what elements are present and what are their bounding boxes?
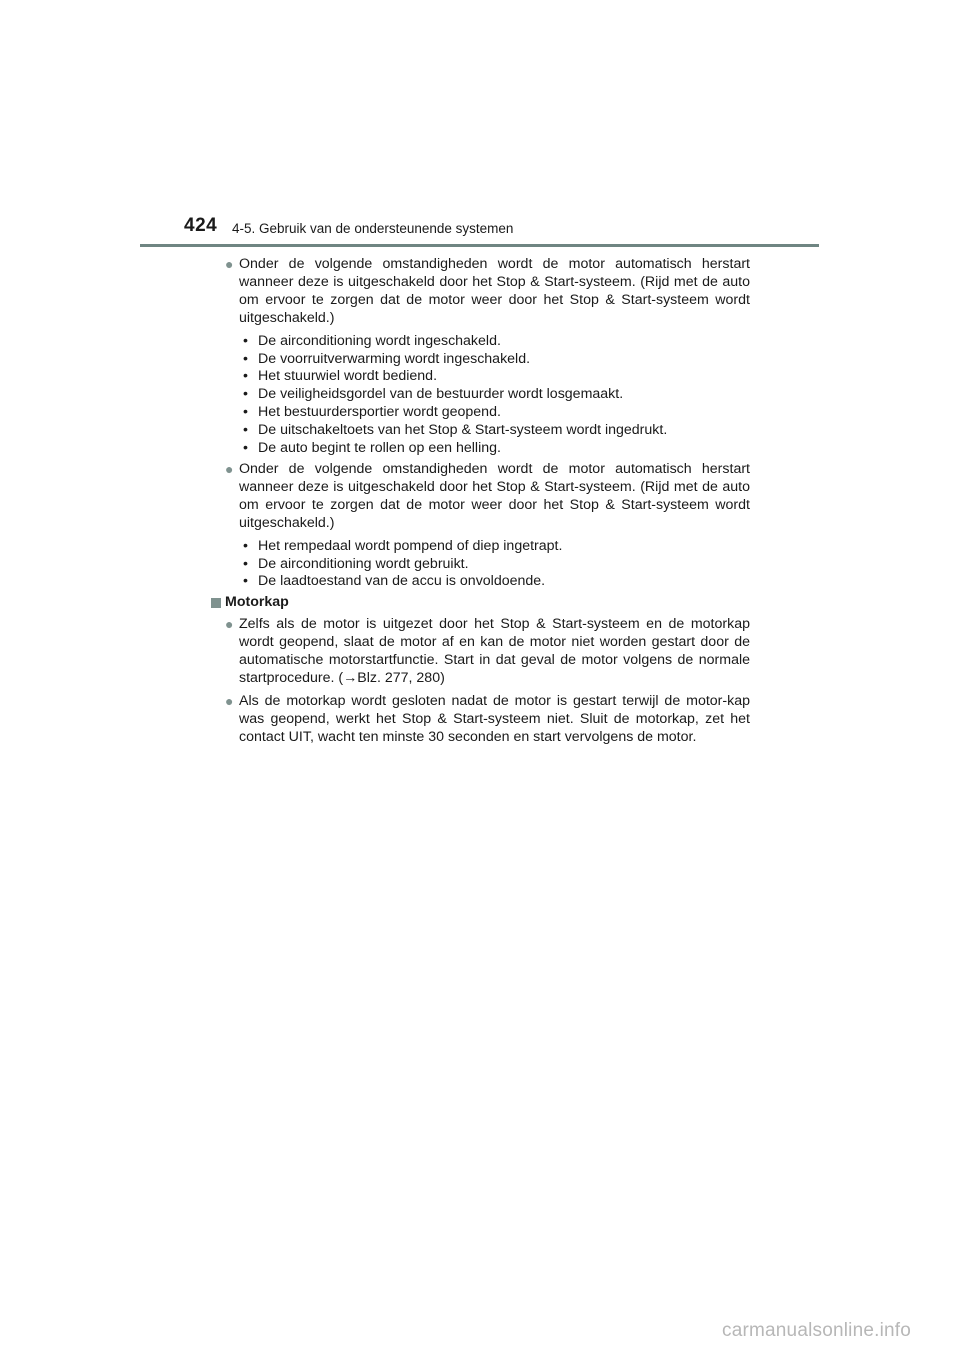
restart-conditions-list	[239, 538, 750, 592]
dot-bullet-icon: •	[243, 573, 248, 590]
list-item: • De voorruitverwarming wordt ingeschakeld.	[243, 350, 531, 367]
dot-bullet-icon: •	[243, 332, 248, 349]
circle-bullet-icon: ●	[225, 692, 234, 709]
list-item: • Het bestuurdersportier wordt geopend.	[243, 404, 501, 421]
list-item: • De veiligheidsgordel van de bestuurder wordt losgemaakt.	[243, 386, 624, 403]
watermark: carmanualsonline.info	[722, 1320, 912, 1341]
dot-bullet-icon: •	[243, 555, 248, 572]
condition-paragraph	[210, 461, 750, 533]
condition-paragraph	[210, 256, 750, 328]
list-item: • De airconditioning wordt gebruikt.	[243, 555, 469, 572]
paragraph-text: Zelfs als de motor is uitgezet door het Stop & Start-systeem en de motorkap wordt geopend, slaat de motor af en kan de motor niet worden gestart door de automatische motorstartfunctie. Start in dat geval de motor volgens de normale startprocedure. (→Blz. 277, 280)	[239, 616, 750, 686]
section-title: 4-5. Gebruik van de ondersteunende systemen	[232, 221, 514, 236]
dot-bullet-icon: •	[243, 440, 248, 457]
list-item: • De airconditioning wordt ingeschakeld.	[243, 332, 501, 349]
list-item: • De uitschakeltoets van het Stop & Start-systeem wordt ingedrukt.	[243, 422, 668, 439]
list-item: • De laadtoestand van de accu is onvoldoende.	[243, 573, 546, 590]
list-item: • De auto begint te rollen op een helling.	[243, 440, 501, 457]
dot-bullet-icon: •	[243, 404, 248, 421]
circle-bullet-icon: ●	[225, 616, 234, 633]
heading-text: Motorkap	[225, 594, 289, 611]
paragraph-text: Onder de volgende omstandigheden wordt de motor automatisch herstart wanneer deze is uitgeschakeld door het Stop & Start-systeem. (Rijd met de auto om ervoor te zorgen dat de motor weer door het Stop & Start-systeem wordt uitgeschakeld.)	[239, 460, 750, 531]
page-content	[210, 256, 750, 752]
list-item: • Het rempedaal wordt pompend of diep ingetrapt.	[243, 537, 563, 554]
dot-bullet-icon: •	[243, 537, 248, 554]
dot-bullet-icon: •	[243, 368, 248, 385]
circle-bullet-icon: ●	[225, 256, 234, 272]
page-header	[0, 0, 960, 250]
paragraph-text: Onder de volgende omstandigheden wordt de motor automatisch herstart wanneer deze is uitgeschakeld door het Stop & Start-systeem. (Rijd met de auto om ervoor te zorgen dat de motor weer door het Stop & Start-systeem wordt uitgeschakeld.)	[239, 256, 750, 326]
circle-bullet-icon: ●	[225, 460, 234, 477]
motorkap-paragraph	[210, 693, 750, 747]
dot-bullet-icon: •	[243, 422, 248, 439]
page-number: 424	[184, 215, 218, 236]
dot-bullet-icon: •	[243, 386, 248, 403]
header-divider	[140, 244, 819, 247]
square-bullet-icon	[211, 598, 221, 608]
motorkap-paragraph	[210, 616, 750, 688]
list-item: • Het stuurwiel wordt bediend.	[243, 368, 438, 385]
section-heading-motorkap	[210, 594, 750, 612]
paragraph-text: Als de motorkap wordt gesloten nadat de motor is gestart terwijl de motor-kap was geopend, werkt het Stop & Start-systeem niet. Sluit de motorkap, zet het contact UIT, wacht ten minste 30 seconden en start vervolgens de motor.	[239, 692, 750, 745]
dot-bullet-icon: •	[243, 350, 248, 367]
restart-conditions-list	[239, 333, 750, 458]
